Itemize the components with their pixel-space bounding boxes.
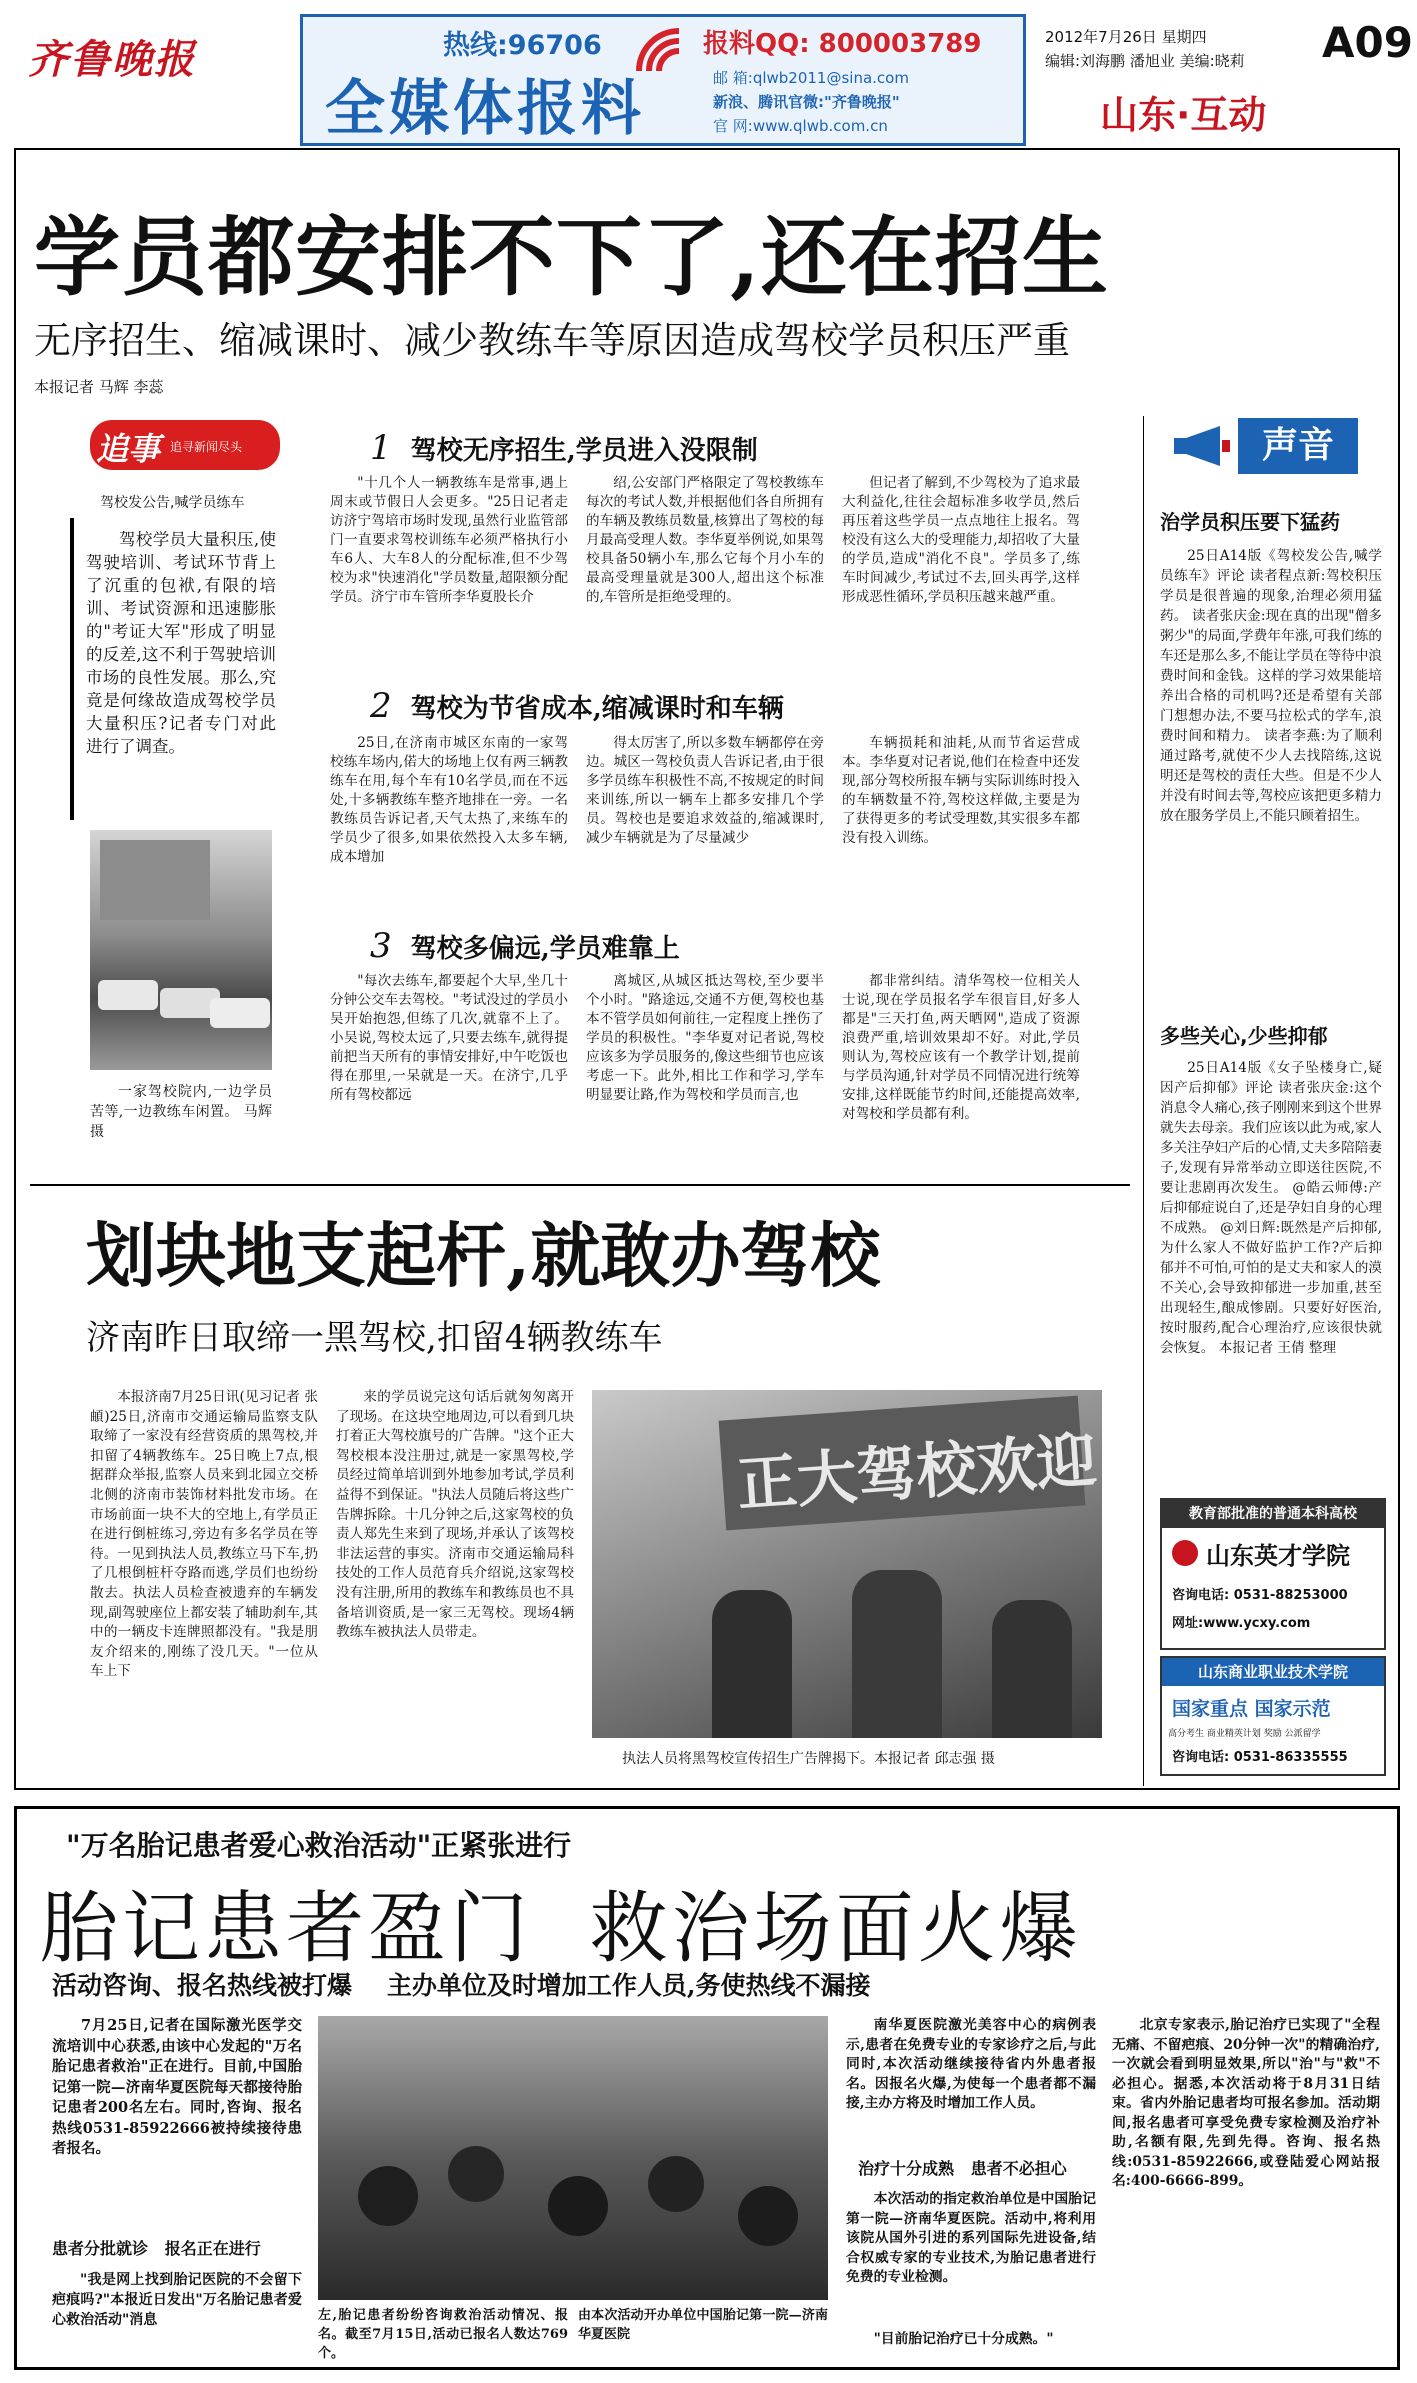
section2-number: 2 bbox=[370, 686, 392, 726]
crowd-head bbox=[648, 2156, 704, 2212]
sign-removal-photo bbox=[592, 1390, 1102, 1738]
story3-sub1: 患者分批就诊 报名正在进行 bbox=[52, 2239, 261, 2258]
story3-subhead: 活动咨询、报名热线被打爆 主办单位及时增加工作人员,务使热线不漏接 bbox=[52, 1971, 871, 2000]
voice-text-1: 25日A14版《驾校发公告,喊学员练车》评论 读者程点新:驾校积压学员是很普遍的现象,治理必须用猛药。 读者张庆金:现在真的出现"僧多粥少"的局面,学费年年涨,可我们练的车还是那么多,不能让学员在等待中浪费时间和金钱。这样的学习效果能培养出合格的司机吗?还是希望有关部门想想办法,不要马拉松式的学车,浪费时间和精力。 读者李燕:为了顺利通过路考,就使不少人去找陪练,这说明还是驾校的责任大些。但是不少人并没有时间去等,驾校应该把更多精力放在服务学员上,不能只顾着招生。 bbox=[1160, 548, 1382, 824]
page-number: A09 bbox=[1322, 18, 1413, 67]
ad2-phone: 咨询电话: 0531-86335555 bbox=[1172, 1750, 1348, 1765]
crowd-head bbox=[448, 2146, 504, 2202]
story3-kicker: "万名胎记患者爱心救治活动"正紧张进行 bbox=[66, 1829, 572, 1862]
story3-col3c: "目前胎记治疗已十分成熟。" bbox=[873, 2331, 1054, 2347]
section3-title: 驾校多偏远,学员难靠上 bbox=[410, 934, 680, 964]
weibo-line: 新浪、腾讯官微:"齐鲁晚报" bbox=[713, 93, 900, 111]
story1-lead: 驾校学员大量积压,使驾驶培训、考试环节背上了沉重的包袱,有限的培训、考试资源和迅速膨胀的"考证大军"形成了明显的反差,这不利于驾驶培训市场的良性发展。那么,究竟是何缘故造成驾校学员大量积压?记者专门对此进行了调查。 bbox=[86, 530, 276, 756]
section2-col1: 25日,在济南市城区东南的一家驾校练车场内,偌大的场地上仅有两三辆教练车在用,每个车有10名学员,而在不远处,十多辆教练车整齐地排在一旁。一名教练员告诉记者,天气太热了,来练车的学员少了很多,如果依然投入太多车辆,成本增加 bbox=[330, 735, 568, 865]
report-banner[interactable] bbox=[300, 14, 1026, 146]
masthead bbox=[0, 0, 1417, 150]
building bbox=[100, 840, 210, 920]
story2-col2: 来的学员说完这句话后就匆匆离开了现场。在这块空地周边,可以看到几块打着正大驾校旗号的广告牌。"这个正大驾校根本没注册过,就是一家黑驾校,学员经过简单培训到外地参加考试,学员利益得不到保证。"执法人员随后将这些广告牌拆除。十几分钟之后,这家驾校的负责人郑先生来到了现场,并承认了该驾校非法运营的事实。济南市交通运输局科技处的工作人员范育兵介绍说,这家驾校没有注册,所用的教练车和教练员也不具备培训资质,是一家三无驾校。现场4辆教练车被执法人员带走。 bbox=[336, 1389, 574, 1641]
paper-name: 齐鲁晚报 bbox=[28, 36, 196, 83]
section3-heading bbox=[370, 926, 680, 966]
officer-figure bbox=[852, 1570, 942, 1738]
section1-col1: "十几个人一辆教练车是常事,遇上周末或节假日人会更多。"25日记者走访济宁驾培市场时发现,虽然行业监管部门一直要求驾校训练车必须严格执行小车6人、大车8人的分配标准,但不少驾校为求"快速消化"学员数量,超限额分配学员。济宁市车管所李华夏股长介 bbox=[330, 475, 568, 605]
section2-heading bbox=[370, 686, 784, 726]
clinic-crowd-photo bbox=[318, 2016, 828, 2300]
voice-text-2: 25日A14版《女子坠楼身亡,疑因产后抑郁》评论 读者张庆金:这个消息令人痛心,孩子刚刚来到这个世界就失去母亲。我们应该以此为戒,家人多关注孕妇产后的心情,丈夫多陪陪妻子,发现有异常举动立即送往医院,不要让悲剧再次发生。 @皓云师傅:产后抑郁症说白了,还是孕妇自身的心理不成熟。 @刘日辉:既然是产后抑郁,为什么家人不做好监护工作?产后抑郁并不可怕,可怕的是丈夫和家人的漠不关心,会导致抑郁进一步加重,甚至出现轻生,酿成惨剧。只要好好医治,按时服药,配合心理治疗,应该很快就会恢复。 本报记者 王倩 整理 bbox=[1160, 1060, 1382, 1356]
section3-number: 3 bbox=[370, 926, 392, 966]
banner-title: 全媒体报料 bbox=[325, 74, 645, 144]
driving-school-photo bbox=[90, 830, 272, 1070]
mail-line: 邮 箱:qlwb2011@sina.com bbox=[713, 69, 909, 87]
section3-col3: 都非常纠结。清华驾校一位相关人士说,现在学员报名学车很盲目,好多人都是"三天打鱼,两天晒网",造成了资源浪费严重,培训效果却不好。对此,学员则认为,驾校应该有一个教学计划,提前与学员沟通,针对学员不同情况进行统筹安排,这样既能节约时间,还能提高效率,对驾校和学员都有利。 bbox=[842, 973, 1080, 1122]
ad-shandong-business[interactable] bbox=[1160, 1656, 1386, 1776]
ad1-web: 网址:www.ycxy.com bbox=[1172, 1616, 1311, 1631]
ad1-name: 山东英才学院 bbox=[1206, 1541, 1350, 1570]
ad1-top: 教育部批准的普通本科高校 bbox=[1162, 1500, 1384, 1528]
voice-heading-1: 治学员积压要下猛药 bbox=[1160, 510, 1340, 534]
badge-sub: 追寻新闻尽头 bbox=[170, 440, 243, 454]
school-banner-text: 正大驾校欢迎 bbox=[734, 1425, 1099, 1521]
crowd-head bbox=[548, 2176, 608, 2236]
voice-badge bbox=[1172, 418, 1358, 474]
section1-number: 1 bbox=[370, 428, 392, 468]
story1-subhead: 无序招生、缩减课时、减少教练车等原因造成驾校学员积压严重 bbox=[34, 319, 1070, 362]
section-name: 山东·互动 bbox=[1100, 93, 1267, 137]
megaphone-icon bbox=[1172, 426, 1232, 466]
voice-heading-2: 多些关心,少些抑郁 bbox=[1160, 1024, 1328, 1048]
section1-col3: 但记者了解到,不少驾校为了追求最大利益化,往往会超标准多收学员,然后再压着这些学员一点点地往上报名。驾校没有这么大的受理能力,却招收了大量的学员,造成"消化不良"。学员多了,练车时间减少,考试过不去,回头再学,这样形成恶性循环,学员积压越来越严重。 bbox=[842, 475, 1080, 605]
training-car bbox=[210, 998, 270, 1028]
crowd-head bbox=[358, 2166, 418, 2226]
sidebar-divider bbox=[1143, 416, 1144, 1786]
section3-col1: "每次去练车,都要起个大早,坐几十分钟公交车去驾校。"考试没过的学员小吴开始抱怨,但练了几次,就靠不上了。小吴说,驾校太远了,只要去练车,就得提前把当天所有的事情安排好,中午吃饭也得在那里,一呆就是一天。在济宁,几乎所有驾校都远 bbox=[330, 973, 568, 1103]
badge-main: 追事 bbox=[96, 430, 161, 468]
signal-icon bbox=[633, 25, 685, 77]
story1-byline: 本报记者 马辉 李蕊 bbox=[34, 378, 164, 396]
qq-label: 报料QQ: 800003789 bbox=[703, 29, 982, 59]
ad-yingcai[interactable] bbox=[1160, 1498, 1386, 1650]
crowd-head bbox=[738, 2186, 798, 2246]
section1-heading bbox=[370, 428, 758, 468]
training-car bbox=[98, 980, 158, 1010]
officer-figure bbox=[712, 1590, 792, 1738]
story2-col1: 本报济南7月25日讯(见习记者 张頔)25日,济南市交通运输局监察支队取缔了一家没有经营资质的黑驾校,并扣留了4辆教练车。25日晚上7点,根据群众举报,监察人员来到北园立交桥北侧的济南市装饰材料批发市场。在市场前面一块不大的空地上,有学员正在进行倒桩练习,旁边有多名学员在等待。一见到执法人员,教练立马下车,扔了几根倒桩杆夺路而逃,学员们也纷纷散去。执法人员检查被遗弃的车辆发现,副驾驶座位上都安装了辅助刹车,其中的一辆皮卡连牌照都没有。"我是朋友介绍来的,刚练了没几天。"一位从车上下 bbox=[90, 1389, 318, 1680]
lead-rule bbox=[70, 518, 74, 820]
editors-line: 编辑:刘海鹏 潘旭业 美编:晓莉 bbox=[1045, 52, 1245, 70]
officer-figure bbox=[992, 1600, 1072, 1738]
section1-title: 驾校无序招生,学员进入没限制 bbox=[410, 436, 758, 466]
section2-col2: 得太厉害了,所以多数车辆都停在旁边。城区一驾校负责人告诉记者,由于很多学员练车积极性不高,不按规定的时间来训练,所以一辆车上都多安排几个学员。驾校也是要追求效益的,缩减课时,减少车辆就是为了尽量减少 bbox=[586, 735, 824, 846]
story3-sub2: 治疗十分成熟 患者不必担心 bbox=[858, 2159, 1067, 2178]
voice-badge-label: 声音 bbox=[1238, 418, 1358, 474]
story3-col4: 北京专家表示,胎记治疗已实现了"全程无痛、不留疤痕、20分钟一次"的精确治疗,一次就会看到明显效果,所以"治"与"救"不必担心。据悉,本次活动将于8月31日结束。省内外胎记患者均可报名参加。活动期间,报名患者可享受免费专家检测及治疗补助,名额有限,先到先得。咨询、报名热线:0531-85922666,或登陆爱心网站报名:400-6666-899。 bbox=[1112, 2017, 1380, 2189]
story3-quote: "我是网上找到胎记医院的不会留下疤痕吗?"本报近日发出"万名胎记患者爱心救治活动"消息 bbox=[52, 2272, 302, 2328]
college-logo-icon bbox=[1172, 1540, 1198, 1566]
story2-subhead: 济南昨日取缔一黑驾校,扣留4辆教练车 bbox=[86, 1318, 663, 1358]
ad2-small: 高分考生 商业精英计划 奖励 公派留学 bbox=[1168, 1729, 1321, 1739]
web-line: 官 网:www.qlwb.com.cn bbox=[713, 117, 888, 135]
story3-headline: 胎记患者盈门 救治场面火爆 bbox=[40, 1884, 1082, 1974]
section3-col2: 离城区,从城区抵达驾校,至少要半个小时。"路途远,交通不方便,驾校也基本不管学员如何前往,一定程度上挫伤了学员的积极性。"李华夏对记者说,驾校应该多为学员服务的,像这些细节也应该考虑一下。此外,相比工作和学习,学车明显要让路,作为驾校和学员而言,也 bbox=[586, 973, 824, 1103]
hotline-label: 热线:96706 bbox=[443, 30, 602, 61]
story3-lead: 7月25日,记者在国际激光医学交流培训中心获悉,由该中心发起的"万名胎记患者救治"正在进行。目前,中国胎记第一院—济南华夏医院每天都接待胎记患者200名左右。同时,咨询、报名热线0531-85922666被持续接待患者报名。 bbox=[52, 2017, 302, 2157]
story-badge bbox=[90, 420, 280, 470]
ad2-line: 国家重点 国家示范 bbox=[1172, 1698, 1331, 1720]
story3-photo-caption: 左,胎记患者纷纷咨询救治活动情况、报名。截至7月15日,活动已报名人数达769个。 bbox=[318, 2308, 568, 2361]
story2-photo-caption: 执法人员将黑驾校宣传招生广告牌揭下。本报记者 邱志强 摄 bbox=[622, 1751, 995, 1767]
story1-photo-caption: 一家驾校院内,一边学员苦等,一边教练车闲置。 马辉 摄 bbox=[90, 1084, 272, 1140]
ad2-name: 山东商业职业技术学院 bbox=[1162, 1658, 1384, 1686]
badge-caption: 驾校发公告,喊学员练车 bbox=[100, 495, 245, 511]
story2-rule bbox=[30, 1184, 1130, 1186]
story1-headline: 学员都安排不下了,还在招生 bbox=[34, 207, 1109, 308]
story3-photo-caption-2: 由本次活动开办单位中国胎记第一院—济南华夏医院 bbox=[578, 2308, 828, 2342]
section2-col3: 车辆损耗和油耗,从而节省运营成本。李华夏对记者说,他们在检查中还发现,部分驾校所报车辆与实际训练时投入的车辆数量不符,驾校这样做,主要是为了获得更多的考试受理数,其实很多车都没有投入训练。 bbox=[842, 735, 1080, 846]
section2-title: 驾校为节省成本,缩减课时和车辆 bbox=[410, 694, 784, 724]
ad1-phone: 咨询电话: 0531-88253000 bbox=[1172, 1588, 1348, 1603]
section1-col2: 绍,公安部门严格限定了驾校教练车每次的考试人数,并根据他们各自所拥有的车辆及教练员数量,核算出了驾校的每月最高受理人数。李华夏举例说,如果驾校具备50辆小车,那么它每个月小车的最高受理量就是300人,超出这个标准的,车管所是拒绝受理的。 bbox=[586, 475, 824, 605]
story2-headline: 划块地支起杆,就敢办驾校 bbox=[86, 1214, 881, 1297]
school-banner bbox=[719, 1396, 1099, 1531]
story3-col3: 南华夏医院激光美容中心的病例表示,患者在免费专业的专家诊疗之后,与此同时,本次活动继续接待省内外患者报名。因报名火爆,为使每一个患者都不漏接,主办方将及时增加工作人员。 bbox=[846, 2017, 1096, 2111]
date-line: 2012年7月26日 星期四 bbox=[1045, 28, 1207, 46]
story3-col3b: 本次活动的指定救治单位是中国胎记第一院—济南华夏医院。活动中,将利用该院从国外引进的系列国际先进设备,结合权威专家的专业技术,为胎记患者进行免费的专业检测。 bbox=[846, 2191, 1096, 2285]
